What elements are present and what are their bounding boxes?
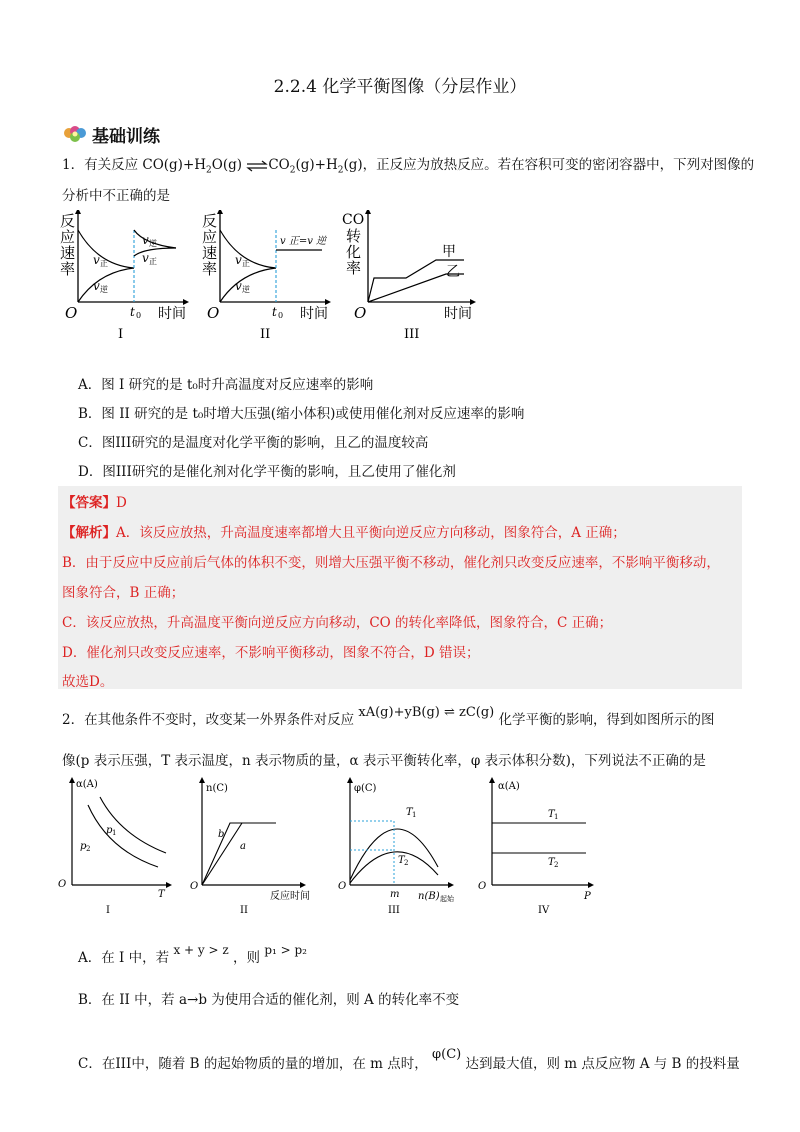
answer-line: 【答案】D xyxy=(62,495,127,511)
svg-text:甲: 甲 xyxy=(442,244,456,260)
svg-text:CO: CO xyxy=(342,212,365,228)
q2-stem-line1: 2．在其他条件不变时，改变某一外界条件对反应 xA(g)+yB(g) ⇌ zC(g) 化学平衡的影响，得到如图所示的图 xyxy=(62,705,715,728)
q2-stem-line2: 像(p 表示压强，T 表示温度，n 表示物质的量，α 表示平衡转化率，φ 表示体积分数)，下列说法不正确的是 xyxy=(62,753,706,769)
svg-text:0: 0 xyxy=(278,311,284,320)
q1-option-b: B．图 II 研究的是 t₀时增大压强(缩小体积)或使用催化剂对反应速率的影响 xyxy=(78,406,525,422)
q1-fig2 xyxy=(202,210,331,342)
q2-fig1 xyxy=(58,777,172,916)
svg-text:v: v xyxy=(235,253,242,267)
svg-text:乙: 乙 xyxy=(446,264,460,280)
svg-text:T: T xyxy=(406,807,413,818)
q2-option-c: C．在III中，随着 B 的起始物质的量的增加，在 m 点时， φ(C) 达到最大值，则 m 点反应物 A 与 B 的投料量 xyxy=(78,1047,740,1072)
svg-text:率: 率 xyxy=(60,260,76,278)
analysis-line-6: 故选D。 xyxy=(62,674,114,690)
svg-text:n(B): n(B) xyxy=(418,891,440,902)
section-title: 基础训练 xyxy=(92,127,160,147)
svg-text:时间: 时间 xyxy=(158,306,186,322)
svg-text:T: T xyxy=(158,889,165,900)
svg-text:时间: 时间 xyxy=(444,306,472,322)
svg-text:III: III xyxy=(388,905,400,916)
q1-fig1 xyxy=(60,210,189,342)
svg-text:a: a xyxy=(240,841,246,852)
flower-icon xyxy=(62,125,88,145)
q2-fig2 xyxy=(190,777,310,916)
svg-text:t: t xyxy=(130,305,135,319)
q1-fig3 xyxy=(342,210,476,342)
svg-text:v: v xyxy=(93,279,100,293)
svg-text:转: 转 xyxy=(346,227,362,245)
svg-text:α(A): α(A) xyxy=(498,781,520,792)
svg-text:反: 反 xyxy=(60,212,76,230)
svg-text:p: p xyxy=(80,841,87,852)
svg-text:α(A): α(A) xyxy=(76,779,98,790)
page-title: 2.2.4 化学平衡图像（分层作业） xyxy=(273,77,527,97)
svg-text:II: II xyxy=(260,327,271,342)
svg-text:T: T xyxy=(398,855,405,866)
svg-text:O: O xyxy=(58,879,67,890)
svg-text:IV: IV xyxy=(538,905,550,916)
svg-text:p: p xyxy=(106,825,113,836)
svg-text:φ(C): φ(C) xyxy=(354,783,377,794)
svg-text:率: 率 xyxy=(202,260,218,278)
analysis-line-1: 【解析】A．该反应放热，升高温度速率都增大且平衡向逆反应方向移动，图象符合，A 正确； xyxy=(62,525,626,541)
analysis-line-4: C．该反应放热，升高温度平衡向逆反应方向移动，CO 的转化率降低，图象符合，C 正确； xyxy=(62,615,613,631)
analysis-line-2: B．由于反应中反应前后气体的体积不变，则增大压强平衡不移动，催化剂只改变反应速率，不影响平衡移动， xyxy=(62,555,720,571)
svg-text:正: 正 xyxy=(149,257,157,266)
svg-text:III: III xyxy=(404,327,420,342)
q1-stem-line2: 分析中不正确的是 xyxy=(62,188,170,204)
q1-option-c: C．图III研究的是温度对化学平衡的影响，且乙的温度较高 xyxy=(78,435,429,451)
q2-option-b: B．在 II 中，若 a→b 为使用合适的催化剂，则 A 的转化率不变 xyxy=(78,992,460,1008)
svg-text:P: P xyxy=(584,891,591,902)
section-header xyxy=(62,122,160,147)
svg-text:正: 正 xyxy=(242,259,250,268)
q1-figures xyxy=(58,210,478,342)
svg-text:逆: 逆 xyxy=(100,285,108,294)
svg-text:2: 2 xyxy=(554,861,559,869)
svg-text:化: 化 xyxy=(346,243,362,261)
svg-text:率: 率 xyxy=(346,259,362,277)
svg-text:I: I xyxy=(106,905,110,916)
svg-text:反应时间: 反应时间 xyxy=(270,891,310,902)
q2-fig3 xyxy=(338,777,455,916)
svg-text:v 正=v 逆: v 正=v 逆 xyxy=(280,236,327,247)
svg-text:T: T xyxy=(548,809,555,820)
analysis-line-3: 图象符合，B 正确； xyxy=(62,585,185,601)
svg-text:O: O xyxy=(478,881,487,892)
svg-text:1: 1 xyxy=(554,813,559,821)
svg-text:应: 应 xyxy=(202,228,218,246)
svg-text:反: 反 xyxy=(202,212,218,230)
svg-text:v: v xyxy=(142,251,149,265)
analysis-line-5: D．催化剂只改变反应速率，不影响平衡移动，图象不符合，D 错误； xyxy=(62,645,480,661)
svg-text:1: 1 xyxy=(412,811,417,819)
svg-text:逆: 逆 xyxy=(242,285,250,294)
q2-fig4 xyxy=(478,777,594,916)
svg-text:逆: 逆 xyxy=(149,239,157,248)
svg-text:时间: 时间 xyxy=(300,306,328,322)
svg-text:O: O xyxy=(338,881,347,892)
q2-figures xyxy=(58,775,618,920)
equilibrium-arrow-icon xyxy=(246,160,268,172)
q1-option-a: A．图 I 研究的是 t₀时升高温度对反应速率的影响 xyxy=(78,377,374,393)
svg-text:v: v xyxy=(235,279,242,293)
svg-text:应: 应 xyxy=(60,228,76,246)
svg-text:b: b xyxy=(218,829,225,840)
svg-text:t: t xyxy=(272,305,277,319)
svg-text:速: 速 xyxy=(60,244,76,262)
svg-text:n(C): n(C) xyxy=(206,783,228,794)
svg-text:起始: 起始 xyxy=(440,895,454,903)
svg-text:T: T xyxy=(548,857,555,868)
svg-text:v: v xyxy=(142,233,149,247)
q2-option-a: A．在 I 中，若 x + y > z ，则 p₁ > p₂ xyxy=(78,943,307,966)
svg-text:m: m xyxy=(390,889,400,900)
svg-text:O: O xyxy=(65,304,78,322)
svg-text:速: 速 xyxy=(202,244,218,262)
svg-text:1: 1 xyxy=(112,829,117,837)
q1-option-d: D．图III研究的是催化剂对化学平衡的影响，且乙使用了催化剂 xyxy=(78,464,456,480)
svg-text:O: O xyxy=(207,304,220,322)
svg-text:II: II xyxy=(240,905,248,916)
q1-stem-line1: 1．有关反应 $CO(g)+H_2O(g)$ $CO_2(g)+H_2(g)$，正反应为放热反应。若在容积可变的密闭容器中，下列对图像的 xyxy=(62,157,755,176)
svg-text:正: 正 xyxy=(100,259,108,268)
svg-text:O: O xyxy=(354,304,367,322)
svg-text:2: 2 xyxy=(86,845,91,853)
svg-text:2: 2 xyxy=(404,859,409,867)
svg-text:v: v xyxy=(93,253,100,267)
svg-text:0: 0 xyxy=(136,311,142,320)
svg-text:I: I xyxy=(118,327,124,342)
svg-text:O: O xyxy=(190,881,199,892)
